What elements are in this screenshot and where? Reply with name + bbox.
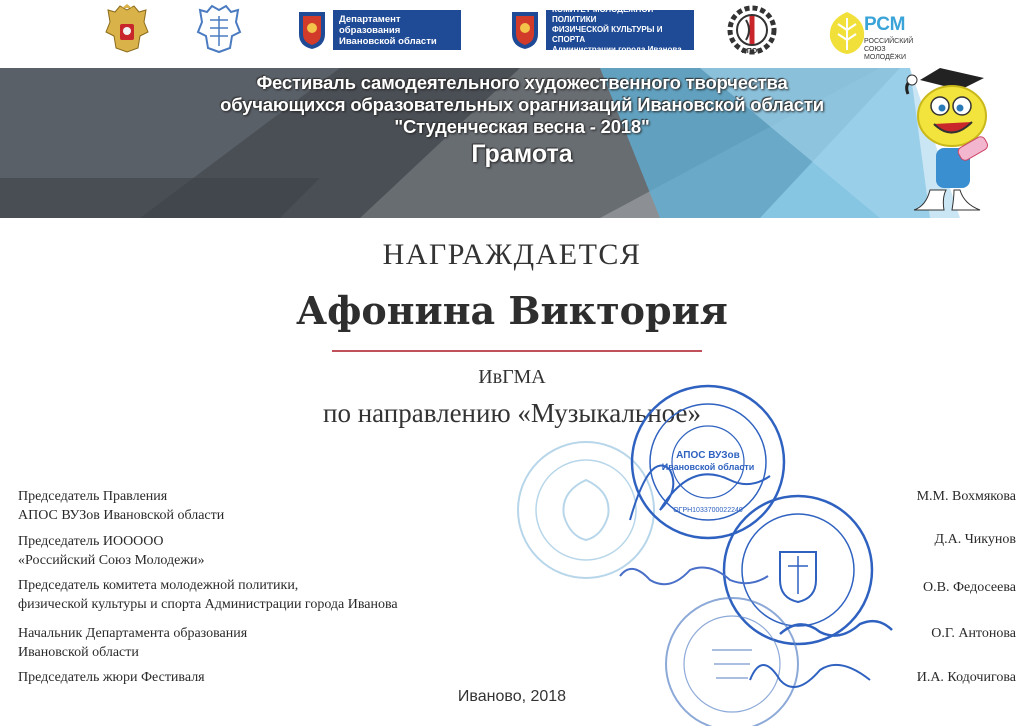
festival-line3: "Студенческая весна - 2018": [394, 116, 650, 137]
ivanovo-shield-icon: [510, 10, 540, 50]
place-and-year: Иваново, 2018: [457, 688, 567, 705]
name-underline: [332, 350, 702, 352]
rsm-fullname: [864, 38, 936, 62]
signature-position-4: [18, 624, 247, 662]
youth-committee-line3: Администрации города Иванова: [552, 45, 682, 54]
rsm-leaf-icon: [826, 10, 868, 56]
signature-position-line: Председатель комитета молодежной политики,: [18, 578, 299, 593]
ministry-eagle-icon: [196, 4, 242, 54]
rsm-stamp-icon: [518, 442, 654, 578]
signature-position-1: [18, 487, 224, 525]
festival-line1: Фестиваль самодеятельного художественного творчества: [256, 72, 788, 93]
rsm-logo: [826, 10, 936, 60]
certificate-title: Грамота: [471, 140, 573, 168]
award-heading: НАГРАЖДАЕТСЯ: [382, 238, 642, 271]
signature-position-line: Председатель ИООООО: [18, 534, 164, 549]
signature-position-2: [18, 532, 205, 570]
signature-position-line: физической культуры и спорта Администрации города Иванова: [18, 597, 398, 612]
banner-text: [10, 72, 1024, 169]
signature-person-2: Д.А. Чикунов: [934, 532, 1016, 547]
signature-position-line: Ивановской области: [18, 645, 139, 660]
recipient-name: Афонина Виктория: [296, 288, 728, 333]
signature-vokhmyakova: [630, 466, 770, 520]
signature-person-5: И.А. Кодочигова: [916, 670, 1016, 685]
logo-strip: [0, 4, 1024, 60]
rsm-abbr: РСМ: [864, 14, 906, 35]
dept-education-logo: [297, 10, 461, 50]
dept-education-line2: Ивановской области: [339, 35, 437, 47]
signature-person-4: О.Г. Антонова: [931, 626, 1016, 641]
dept-education-line1: Департамент образования: [339, 13, 401, 36]
signature-antonova: [780, 621, 892, 635]
signature-position-line: Начальник Департамента образования: [18, 626, 248, 641]
signature-position-line: «Российский Союз Молодежи»: [18, 553, 205, 568]
rsm-line2: МОЛОДЁЖИ: [864, 54, 906, 61]
award-direction: по направлению «Музыкальное»: [323, 398, 701, 428]
signature-person-3: О.В. Федосеева: [923, 580, 1016, 595]
signature-kodochigova: [750, 665, 870, 687]
youth-committee-line2: ФИЗИЧЕСКОЙ КУЛЬТУРЫ И СПОРТА: [552, 25, 663, 44]
rsm-line1: РОССИЙСКИЙ СОЮЗ: [864, 38, 914, 53]
ministry-stamp-icon: [666, 598, 798, 726]
signature-fedoseeva: [620, 568, 768, 585]
committee-stamp-icon: [724, 496, 872, 644]
signature-person-1: М.М. Вохмякова: [916, 489, 1016, 504]
signature-position-3: [18, 576, 398, 614]
ivanovo-shield-icon: [297, 10, 327, 50]
apos-stamp-ogrn: ОГРН1033700022240: [673, 507, 743, 514]
dept-education-title: [333, 10, 461, 50]
graduate-mascot-icon: [900, 64, 1010, 216]
signature-position-line: АПОС ВУЗов Ивановской области: [18, 508, 225, 523]
youth-committee-title: [546, 5, 694, 54]
signature-position-line: Председатель Правления: [18, 489, 168, 504]
youth-committee-line1: КОМИТЕТ МОЛОДЕЖНОЙ ПОЛИТИКИ: [552, 5, 654, 24]
signature-position-5: [18, 668, 205, 687]
youth-committee-logo: [510, 5, 694, 54]
russian-coat-of-arms-icon: [104, 4, 150, 54]
stamps-and-signatures: [500, 380, 900, 726]
apos-stamp-line1: АПОС ВУЗов: [676, 450, 740, 461]
recipient-organization: ИвГМА: [478, 366, 546, 388]
festival-line2: обучающихся образовательных орагнизаций Ивановской области: [220, 94, 824, 115]
apos-stamp-line2: Ивановской области: [661, 462, 755, 472]
apos-label: АПОС: [741, 48, 763, 55]
apos-logo: [724, 4, 780, 65]
signature-position-line: Председатель жюри Фестиваля: [18, 670, 205, 685]
